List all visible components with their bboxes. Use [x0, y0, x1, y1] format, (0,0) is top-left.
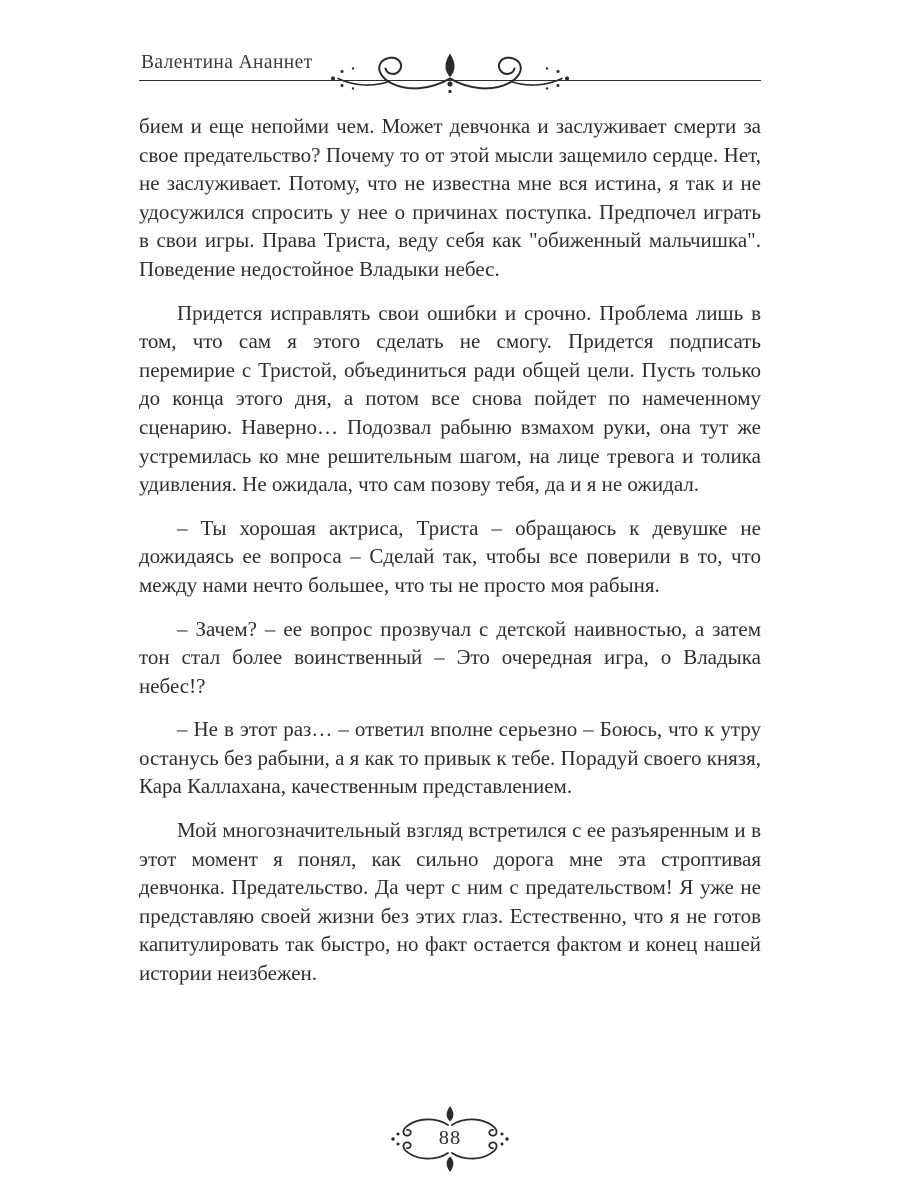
- footer-cartouche-ornament-icon: [389, 1104, 511, 1174]
- paragraph: Мой многозначительный взгляд встретился с ее разъяренным и в этот момент я понял, как сильно дорога мне эта строптивая девчонка. Предательство. Да черт с ним с предательством! Я уже не представляю своей жизни без этих глаз. Естественно, что я не готов капитулировать так быстро, но факт остается фактом и конец нашей истории неизбежен.: [139, 818, 761, 986]
- paragraph: бием и еще непойми чем. Может девчонка и заслуживает смерти за свое предательство? Почему то от этой мысли защемило сердце. Нет, не заслуживает. Потому, что не известна мне вся истина, я так и не удосужился спросить у нее о причинах поступка. Предпочел играть в свои игры. Права Триста, веду себя как "обиженный мальчишка". Поведение недостойное Владыки небес.: [139, 114, 761, 281]
- page-body: [139, 81, 761, 988]
- page-number: 88: [438, 1127, 462, 1150]
- paragraph: – Ты хорошая актриса, Триста – обращаюсь к девушке не дожидаясь ее вопроса – Сделай так, чтобы все поверили в то, что между нами нечто большее, что ты не просто моя рабыня.: [139, 515, 761, 597]
- paragraph: – Не в этот раз… – ответил вполне серьезно – Боюсь, что к утру останусь без рабыни, а я как то привык к тебе. Порадуй своего князя, Кара Каллахана, качественным представлением.: [139, 717, 762, 799]
- page-footer: [0, 1104, 900, 1174]
- paragraph: – Зачем? – ее вопрос прозвучал с детской наивностью, а затем тон стал более воинственный – Это очередная игра, о Владыка небес!?: [139, 616, 761, 698]
- page-header: [139, 0, 761, 81]
- header-rule: [139, 46, 761, 81]
- author-name: Валентина Ананнет: [141, 52, 313, 73]
- paragraph: Придется исправлять свои ошибки и срочно. Проблема лишь в том, что сам я этого сделать не смогу. Придется подписать перемирие с Тристой, объединиться ради общей цели. Пусть только до конца этого дня, а потом все снова пойдет по намеченному сценарию. Наверно… Подозвал рабыню взмахом руки, она тут же устремилась ко мне решительным шагом, на лице тревога и толика удивления. Не ожидала, что сам позову тебя, да и я не ожидал.: [139, 300, 761, 497]
